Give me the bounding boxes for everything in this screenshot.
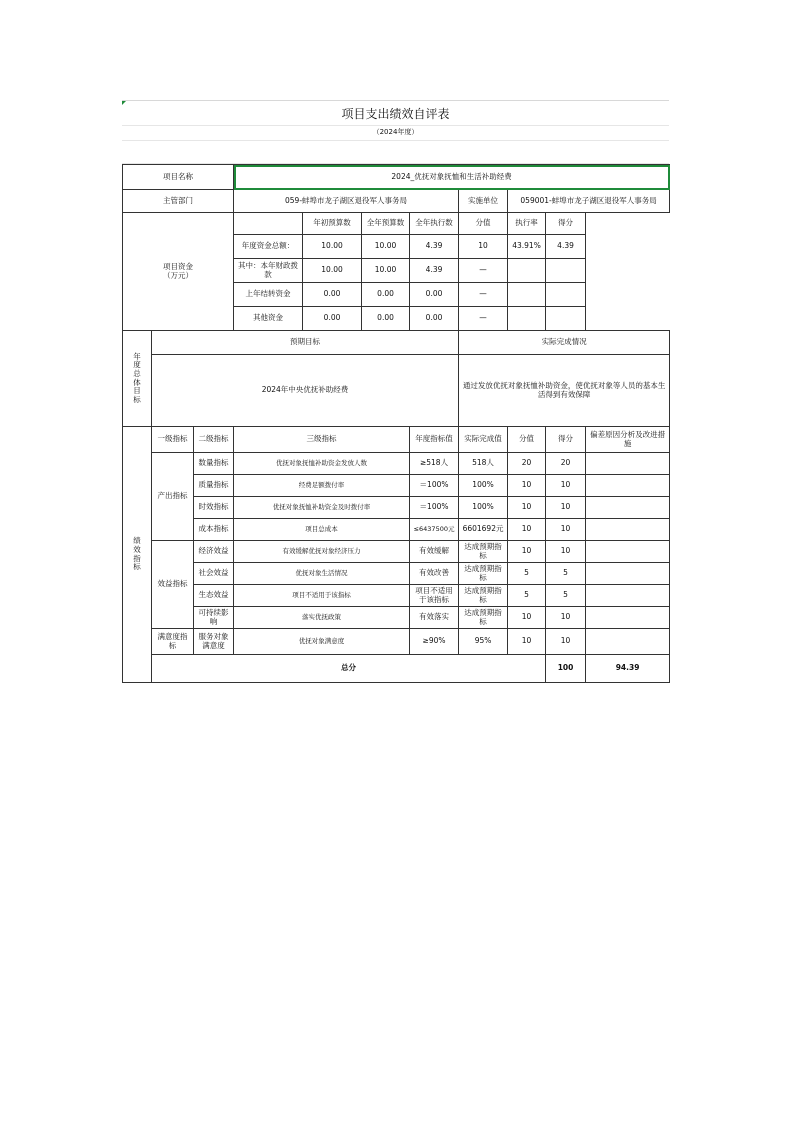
ind-target: 有效落实 [410, 607, 459, 629]
ind-target: 项目不适用于该指标 [410, 585, 459, 607]
ind-level2: 服务对象满意度 [194, 629, 234, 655]
funds-row-executed: 0.00 [410, 307, 459, 331]
report-title: 项目支出绩效自评表 [341, 107, 450, 121]
goals-actual-value: 通过发放优抚对象抚恤补助资金，使优抚对象等人员的基本生活得到有效保障 [459, 355, 670, 427]
funds-row-initial: 10.00 [303, 259, 362, 283]
indicator-row [123, 519, 670, 541]
indicator-row [123, 607, 670, 629]
funds-header-blank [234, 213, 303, 235]
funds-row-rate [508, 283, 546, 307]
ind-points: 10 [508, 497, 546, 519]
ind-actual: 518人 [459, 453, 508, 475]
indicators-label: 绩效指标 [123, 427, 152, 683]
funds-label: 项目资金 （万元） [123, 213, 234, 331]
ind-target: ≥518人 [410, 453, 459, 475]
ind-score: 10 [546, 607, 586, 629]
ind-actual: 6601692元 [459, 519, 508, 541]
ind-level2: 时效指标 [194, 497, 234, 519]
ind-note [586, 607, 670, 629]
report-subtitle: （2024年度） [372, 128, 419, 136]
funds-row-points: — [459, 259, 508, 283]
indicator-row [123, 475, 670, 497]
ind-target: ＝100% [410, 497, 459, 519]
project-name-label: 项目名称 [123, 165, 234, 190]
indicator-row [123, 541, 670, 563]
ind-level3: 优抚对象抚恤补助资金发放人数 [234, 453, 410, 475]
funds-row-name: 其中：本年财政拨款 [234, 259, 303, 283]
ind-note [586, 541, 670, 563]
funds-row-annual: 0.00 [362, 307, 410, 331]
goals-expected-label: 预期目标 [152, 331, 459, 355]
total-label: 总分 [152, 655, 546, 683]
ind-level3: 项目不适用于该指标 [234, 585, 410, 607]
funds-row-points: — [459, 283, 508, 307]
project-name-value[interactable]: 2024_优抚对象抚恤和生活补助经费 [234, 165, 670, 190]
ind-target: ＝100% [410, 475, 459, 497]
goals-header-row [123, 331, 670, 355]
ind-header-level2: 二级指标 [194, 427, 234, 453]
ind-actual: 达成预期指标 [459, 541, 508, 563]
funds-header-initial: 年初预算数 [303, 213, 362, 235]
ind-note [586, 453, 670, 475]
ind-points: 20 [508, 453, 546, 475]
total-score: 94.39 [586, 655, 670, 683]
ind-note [586, 519, 670, 541]
ind-level3: 优抚对象满意度 [234, 629, 410, 655]
spacer-row [122, 141, 669, 164]
funds-row-name: 年度资金总额： [234, 235, 303, 259]
ind-header-points: 分值 [508, 427, 546, 453]
funds-header-annual: 全年预算数 [362, 213, 410, 235]
ind-level1: 产出指标 [152, 453, 194, 541]
funds-header-score: 得分 [546, 213, 586, 235]
ind-score: 5 [546, 563, 586, 585]
funds-header-points: 分值 [459, 213, 508, 235]
funds-row-points: — [459, 307, 508, 331]
ind-actual: 100% [459, 497, 508, 519]
ind-target: ≥90% [410, 629, 459, 655]
funds-row-score [546, 307, 586, 331]
ind-score: 10 [546, 519, 586, 541]
dept-value: 059-蚌埠市龙子湖区退役军人事务局 [234, 190, 459, 213]
ind-points: 5 [508, 563, 546, 585]
indicator-row [123, 497, 670, 519]
ind-header-level1: 一级指标 [152, 427, 194, 453]
ind-score: 10 [546, 629, 586, 655]
ind-score: 10 [546, 475, 586, 497]
funds-row-rate: 43.91% [508, 235, 546, 259]
ind-score: 5 [546, 585, 586, 607]
ind-target: 有效改善 [410, 563, 459, 585]
indicator-row [123, 629, 670, 655]
ind-actual: 达成预期指标 [459, 585, 508, 607]
ind-level2: 成本指标 [194, 519, 234, 541]
ind-note [586, 497, 670, 519]
indicator-row [123, 563, 670, 585]
funds-row-initial: 0.00 [303, 307, 362, 331]
funds-header-rate: 执行率 [508, 213, 546, 235]
ind-score: 10 [546, 497, 586, 519]
goals-label: 年度总体目标 [123, 331, 152, 427]
funds-header-row [123, 213, 670, 235]
evaluation-sheet [122, 100, 669, 683]
ind-header-level3: 三级指标 [234, 427, 410, 453]
funds-row-score: 4.39 [546, 235, 586, 259]
indicator-header-row [123, 427, 670, 453]
funds-row-rate [508, 259, 546, 283]
ind-note [586, 629, 670, 655]
ind-actual: 达成预期指标 [459, 607, 508, 629]
ind-note [586, 475, 670, 497]
ind-level3: 优抚对象生活情况 [234, 563, 410, 585]
ind-points: 10 [508, 475, 546, 497]
funds-row-executed: 4.39 [410, 259, 459, 283]
funds-row-score [546, 283, 586, 307]
ind-level1: 效益指标 [152, 541, 194, 629]
ind-level3: 优抚对象抚恤补助资金及时拨付率 [234, 497, 410, 519]
project-name-row [123, 165, 670, 190]
ind-level3: 落实优抚政策 [234, 607, 410, 629]
evaluation-table [122, 164, 670, 683]
ind-level3: 经费足额拨付率 [234, 475, 410, 497]
ind-level3: 有效缓解优抚对象经济压力 [234, 541, 410, 563]
ind-level3: 项目总成本 [234, 519, 410, 541]
ind-actual: 95% [459, 629, 508, 655]
ind-level2: 社会效益 [194, 563, 234, 585]
ind-score: 10 [546, 541, 586, 563]
funds-row-points: 10 [459, 235, 508, 259]
title-row [122, 100, 669, 126]
funds-row-name: 上年结转资金 [234, 283, 303, 307]
funds-row-executed: 0.00 [410, 283, 459, 307]
subtitle-row [122, 126, 669, 141]
ind-note [586, 563, 670, 585]
funds-row-initial: 0.00 [303, 283, 362, 307]
funds-row-executed: 4.39 [410, 235, 459, 259]
ind-points: 5 [508, 585, 546, 607]
ind-header-target: 年度指标值 [410, 427, 459, 453]
goals-actual-label: 实际完成情况 [459, 331, 670, 355]
funds-row-annual: 10.00 [362, 259, 410, 283]
ind-level2: 质量指标 [194, 475, 234, 497]
funds-row-annual: 10.00 [362, 235, 410, 259]
ind-points: 10 [508, 541, 546, 563]
ind-level1: 满意度指标 [152, 629, 194, 655]
ind-note [586, 585, 670, 607]
funds-row-initial: 10.00 [303, 235, 362, 259]
ind-header-score: 得分 [546, 427, 586, 453]
ind-actual: 达成预期指标 [459, 563, 508, 585]
dept-label: 主管部门 [123, 190, 234, 213]
ind-points: 10 [508, 519, 546, 541]
impl-label: 实施单位 [459, 190, 508, 213]
indicator-row [123, 585, 670, 607]
funds-row-score [546, 259, 586, 283]
total-row [123, 655, 670, 683]
ind-points: 10 [508, 629, 546, 655]
ind-header-note: 偏差原因分析及改进措施 [586, 427, 670, 453]
total-points: 100 [546, 655, 586, 683]
indicator-row [123, 453, 670, 475]
impl-value: 059001-蚌埠市龙子湖区退役军人事务局 [508, 190, 670, 213]
ind-level2: 数量指标 [194, 453, 234, 475]
funds-row-name: 其他资金 [234, 307, 303, 331]
funds-header-executed: 全年执行数 [410, 213, 459, 235]
ind-level2: 经济效益 [194, 541, 234, 563]
ind-level2: 可持续影响 [194, 607, 234, 629]
goals-expected-value: 2024年中央优抚补助经费 [152, 355, 459, 427]
ind-header-actual: 实际完成值 [459, 427, 508, 453]
ind-actual: 100% [459, 475, 508, 497]
ind-level2: 生态效益 [194, 585, 234, 607]
ind-score: 20 [546, 453, 586, 475]
ind-points: 10 [508, 607, 546, 629]
ind-target: 有效缓解 [410, 541, 459, 563]
ind-target: ≤6437500元 [410, 519, 459, 541]
goals-value-row [123, 355, 670, 427]
funds-row-annual: 0.00 [362, 283, 410, 307]
funds-row-rate [508, 307, 546, 331]
department-row [123, 190, 670, 213]
